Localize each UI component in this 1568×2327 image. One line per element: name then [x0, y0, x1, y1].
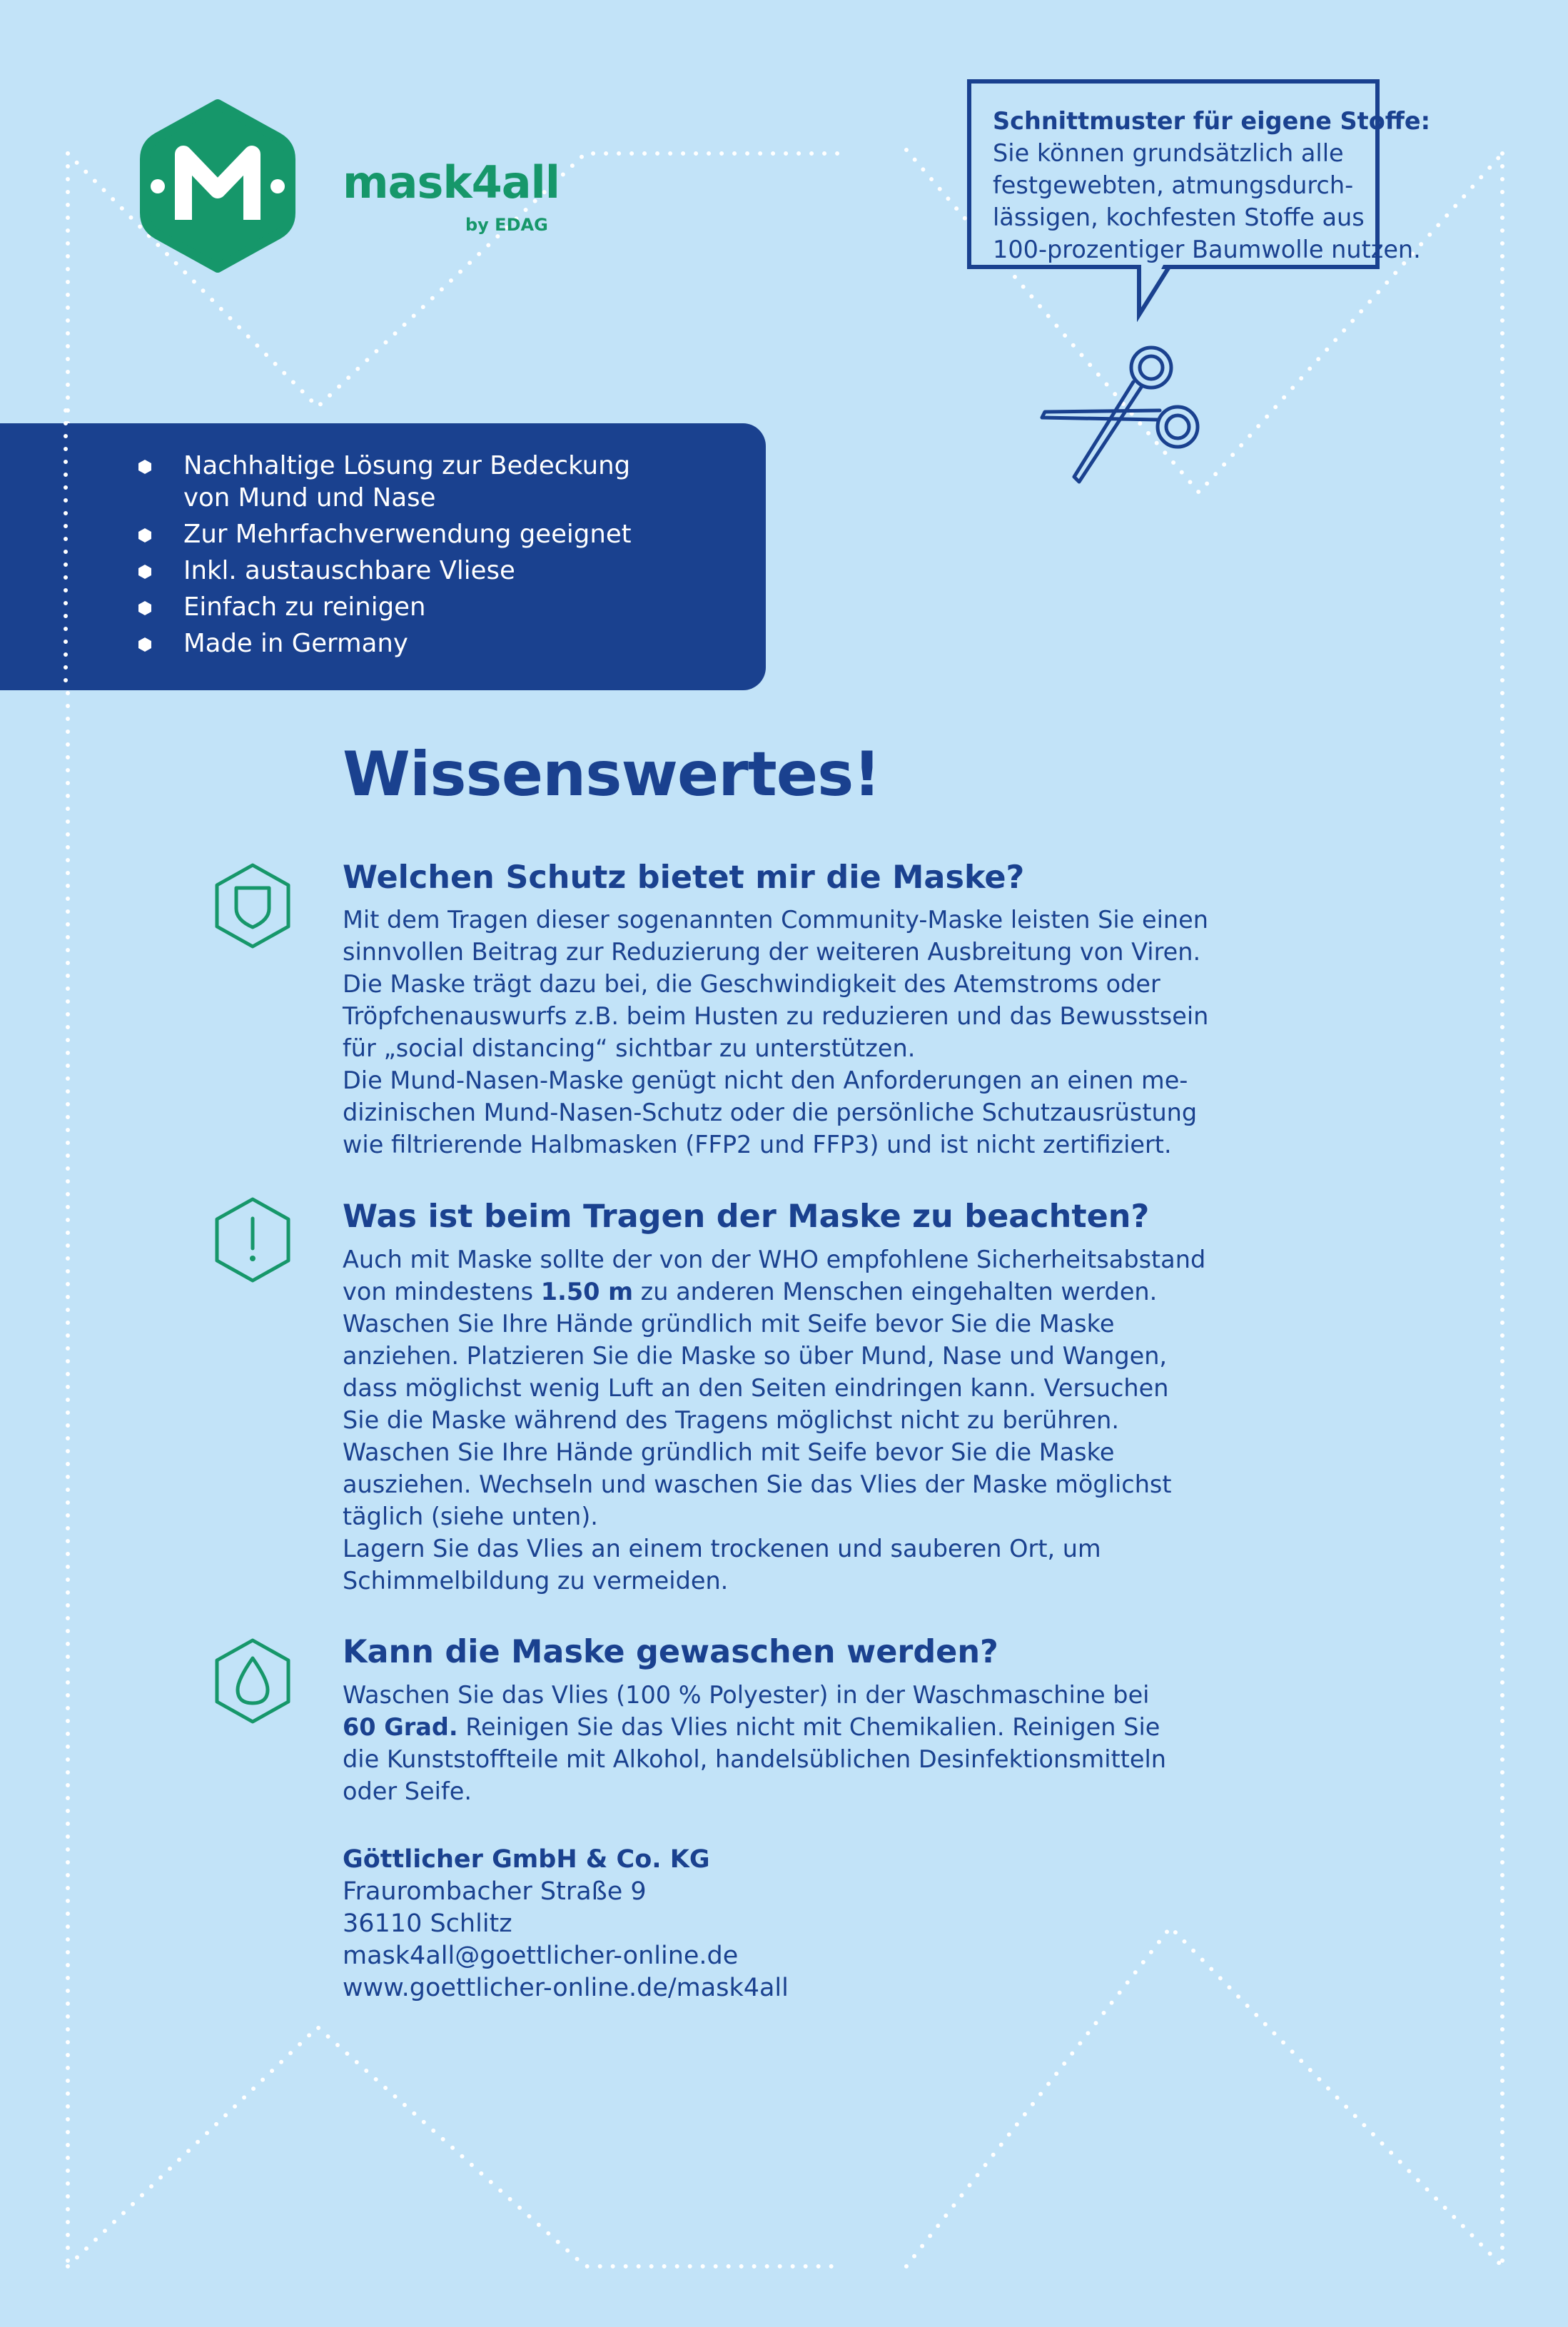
body-line: Sie die Maske während des Tragens möglichst nicht zu berühren.: [343, 1406, 1119, 1434]
company-name: Göttlicher GmbH & Co. KG: [343, 1845, 710, 1874]
body-line: Schimmelbildung zu vermeiden.: [343, 1567, 729, 1595]
body-line: von mindestens 1.50 m zu anderen Menschen eingehalten werden.: [343, 1278, 1158, 1306]
hexagon-m-logo-icon: [132, 99, 303, 273]
feature-item: [138, 627, 632, 660]
feature-text: Einfach zu reinigen: [183, 592, 426, 622]
brand-byline: by EDAG: [465, 215, 548, 235]
section-body-wearing: [343, 1243, 1205, 1597]
callout-line: Sie können grundsätzlich alle: [993, 139, 1344, 167]
body-line: sinnvollen Beitrag zur Reduzierung der weiteren Ausbreitung von Viren.: [343, 938, 1201, 966]
feature-list: [138, 450, 632, 664]
section-title-protection: Welchen Schutz bietet mir die Maske?: [343, 859, 1025, 896]
body-line: wie filtrierende Halbmasken (FFP2 und FFP3) und ist nicht zertifiziert.: [343, 1131, 1172, 1159]
feature-text: Nachhaltige Lösung zur Bedeckung: [183, 451, 631, 480]
city-address: 36110 Schlitz: [343, 1909, 512, 1938]
page-headline: Wissenswertes!: [343, 739, 881, 810]
brand-name: mask4all: [343, 156, 560, 208]
body-line: Waschen Sie Ihre Hände gründlich mit Seife bevor Sie die Maske: [343, 1438, 1115, 1466]
hexagon-bullet-icon: [138, 637, 152, 652]
body-line: Waschen Sie Ihre Hände gründlich mit Seife bevor Sie die Maske: [343, 1310, 1115, 1338]
body-line: ausziehen. Wechseln und waschen Sie das Vlies der Maske möglichst: [343, 1470, 1172, 1498]
body-line: Die Maske trägt dazu bei, die Geschwindigkeit des Atemstroms oder: [343, 970, 1160, 998]
feature-text: Zur Mehrfachverwendung geeignet: [183, 520, 632, 549]
speech-bubble-tail: [1129, 265, 1172, 322]
body-line: dizinischen Mund-Nasen-Schutz oder die persönliche Schutzausrüstung: [343, 1099, 1198, 1126]
body-line: Tröpfchenauswurfs z.B. beim Husten zu reduzieren und das Bewusstsein: [343, 1002, 1209, 1030]
street-address: Fraurombacher Straße 9: [343, 1877, 647, 1906]
shield-icon: [211, 862, 295, 950]
callout-line: lässigen, kochfesten Stoffe aus: [993, 203, 1365, 231]
feature-item: [138, 591, 632, 623]
section-body-protection: [343, 904, 1208, 1161]
body-line: Mit dem Tragen dieser sogenannten Community-Maske leisten Sie einen: [343, 906, 1208, 934]
body-line: oder Seife.: [343, 1777, 472, 1805]
exclamation-icon: [211, 1196, 295, 1284]
contact-block: [343, 1844, 789, 2004]
sewing-pattern-callout: [967, 79, 1430, 269]
water-drop-icon: [211, 1637, 295, 1725]
callout-line: 100-prozentiger Baumwolle nutzen.: [993, 236, 1421, 263]
hexagon-bullet-icon: [138, 601, 152, 615]
body-line: dass möglichst wenig Luft an den Seiten eindringen kann. Versuchen: [343, 1374, 1169, 1402]
body-line: anziehen. Platzieren Sie die Maske so über Mund, Nase und Wangen,: [343, 1342, 1168, 1370]
hexagon-bullet-icon: [138, 460, 152, 474]
feature-text: Inkl. austauschbare Vliese: [183, 556, 515, 585]
hexagon-bullet-icon: [138, 528, 152, 542]
scissors-icon: [1035, 339, 1213, 493]
body-line: Waschen Sie das Vlies (100 % Polyester) in der Waschmaschine bei: [343, 1681, 1150, 1709]
body-line: die Kunststoffteile mit Alkohol, handelsüblichen Desinfektionsmitteln: [343, 1745, 1167, 1773]
section-title-washing: Kann die Maske gewaschen werden?: [343, 1634, 998, 1670]
section-body-washing: [343, 1679, 1166, 1807]
body-line: 60 Grad. Reinigen Sie das Vlies nicht mit Chemikalien. Reinigen Sie: [343, 1713, 1160, 1741]
body-line: täglich (siehe unten).: [343, 1503, 598, 1530]
body-line: für „social distancing“ sichtbar zu unterstützen.: [343, 1034, 916, 1062]
website-url: www.goettlicher-online.de/mask4all: [343, 1974, 789, 2002]
banner-dotted-line: [57, 407, 74, 692]
feature-item: [138, 450, 632, 514]
body-line: Lagern Sie das Vlies an einem trockenen und sauberen Ort, um: [343, 1535, 1101, 1563]
hexagon-bullet-icon: [138, 565, 152, 579]
callout-title: Schnittmuster für eigene Stoffe:: [993, 107, 1430, 135]
feature-text: von Mund und Nase: [183, 483, 436, 513]
section-title-wearing: Was ist beim Tragen der Maske zu beachten?: [343, 1198, 1150, 1235]
feature-item: [138, 518, 632, 550]
body-line: Die Mund-Nasen-Maske genügt nicht den Anforderungen an einen me-: [343, 1066, 1188, 1094]
body-line: Auch mit Maske sollte der von der WHO empfohlene Sicherheitsabstand: [343, 1246, 1206, 1273]
email-address: mask4all@goettlicher-online.de: [343, 1942, 739, 1970]
feature-text: Made in Germany: [183, 629, 408, 658]
callout-line: festgewebten, atmungsdurch-: [993, 171, 1354, 199]
feature-item: [138, 555, 632, 587]
